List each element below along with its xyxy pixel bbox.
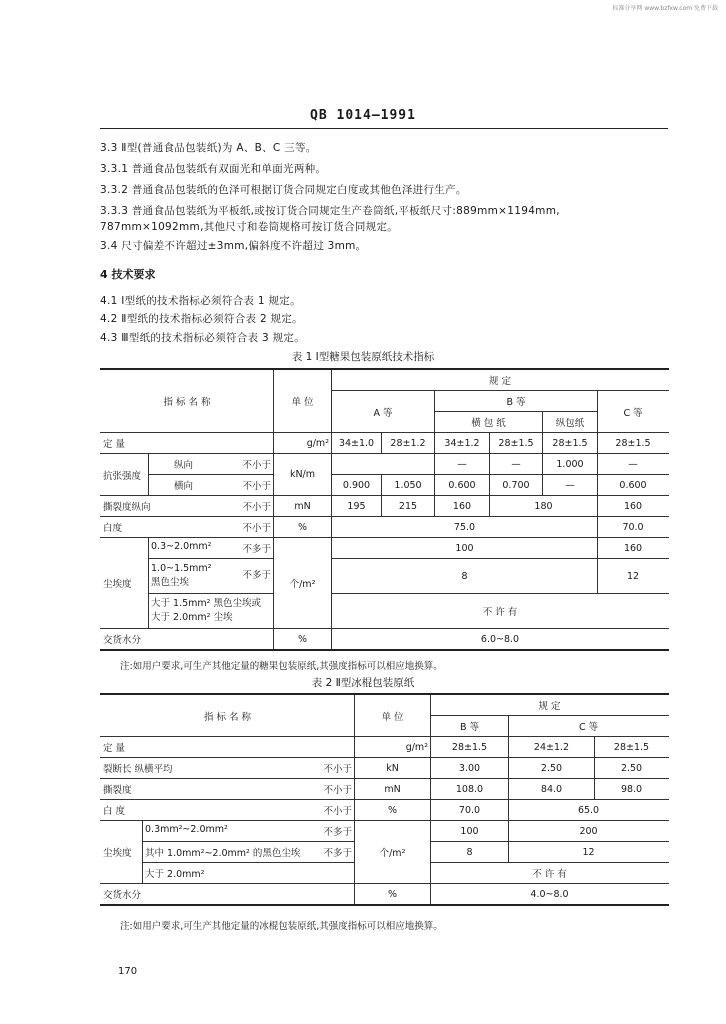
t1-h-zong: 纵包纸 [543,412,598,433]
para-3-3: 3.3 Ⅱ型(普通食品包装纸)为 A、B、C 三等。 [100,142,317,154]
t2-cell: 200 [509,821,669,842]
t1-cell: 1.000 [543,454,598,475]
t1-cell: — [598,454,669,475]
t2-breaking-label: 裂断长 纵横平均 [103,764,173,775]
t1-cell: 180 [490,496,598,517]
t1-cell: 8 [332,559,598,594]
t1-tensile-label: 抗张强度 [101,454,149,496]
t2-cell: 8 [431,842,509,863]
t2-dirt-label: 尘埃度 [101,821,143,884]
t1-h-grade-b: B 等 [435,391,598,412]
t2-h-index-name: 指 标 名 称 [101,694,355,737]
t1-cell: 0.900 [332,475,382,496]
watermark: 标准分享网 www.bzfxw.com 免费下载 [612,5,718,12]
table1-note: 注:如用户要求,可生产其他定量的糖果包装原纸,其强度指标可以相应地换算。 [120,661,443,672]
t1-cell: 28±1.5 [490,433,543,454]
t2-brightness-label: 白 度 [103,806,126,817]
t2-cell: 2.50 [595,758,669,779]
t2-breaking-cond: 不小于 [323,764,352,775]
t2-brightness-row [101,800,355,821]
t1-basis-weight-label: 定 量 [101,433,274,454]
t2-dirt-r2-label: 其中 1.0mm²~2.0mm² 的黑色尘埃 [145,848,301,859]
t1-cell: 75.0 [332,517,598,538]
t1-cell: 1.050 [382,475,435,496]
t1-cell: 34±1.0 [332,433,382,454]
t1-cell: 0.700 [490,475,543,496]
t2-breaking-unit: kN [355,758,431,779]
t2-cell: 28±1.5 [595,737,669,758]
header-rule [100,128,668,129]
t1-dirt-r3 [149,594,274,629]
t1-dirt-r2-cond: 不多于 [242,570,271,581]
t1-tear-row [101,496,274,517]
t2-tear-cond: 不小于 [323,785,352,796]
t1-cell: — [543,475,598,496]
para-4-3: 4.3 Ⅲ型纸的技术指标必须符合表 3 规定。 [100,332,306,344]
t2-cell: 12 [509,842,669,863]
t1-cell: 0.600 [435,475,490,496]
t1-h-grade-a: A 等 [332,391,435,433]
t2-dirt-r1-cond: 不多于 [323,827,352,838]
t1-dirt-r2-label2: 黑色尘埃 [151,577,190,588]
t2-cell: 不 许 有 [431,863,669,884]
para-4-2: 4.2 Ⅱ型纸的技术指标必须符合表 2 规定。 [100,313,303,325]
t1-moisture-label: 交货水分 [101,629,274,651]
t1-cell: 70.0 [598,517,669,538]
t1-tensile-md [149,454,274,475]
t1-tensile-md-cond: 不小于 [242,460,271,471]
t2-dirt-r2-cond: 不多于 [323,848,352,859]
t1-dirt-r3-label1: 大于 1.5mm² 黑色尘埃或 [151,598,261,609]
t1-dirt-r1-cond: 不多于 [242,544,271,555]
t2-basis-weight-unit: g/m² [355,737,431,758]
table2-note: 注:如用户要求,可生产其他定量的冰棍包装原纸,其强度指标可以相应地换算。 [120,921,443,932]
table2-caption: 表 2 Ⅱ型冰棍包装原纸 [311,677,415,689]
para-4-1: 4.1 Ⅰ型纸的技术指标必须符合表 1 规定。 [100,295,301,307]
t2-dirt-unit: 个/m² [355,821,431,884]
t2-cell: 4.0~8.0 [431,884,669,906]
t1-tensile-cd-cond: 不小于 [242,481,271,492]
t1-brightness-cond: 不小于 [242,523,271,534]
t1-cell: 不 许 有 [332,594,669,629]
t2-cell: 24±1.2 [509,737,595,758]
t1-cell: 28±1.5 [598,433,669,454]
t2-cell: 2.50 [509,758,595,779]
t2-cell: 65.0 [509,800,669,821]
t2-cell: 98.0 [595,779,669,800]
t1-cell: 0.600 [598,475,669,496]
t1-brightness-label: 白度 [103,523,123,534]
t1-tensile-cd [149,475,274,496]
t1-h-spec: 规 定 [332,369,669,391]
t1-dirt-r2-label1: 1.0~1.5mm² [151,563,212,574]
t2-dirt-r1 [143,821,355,842]
t1-brightness-unit: % [274,517,332,538]
t1-cell-empty [332,454,435,475]
t1-h-index-name: 指 标 名 称 [101,369,274,433]
t1-cell: 100 [332,538,598,559]
t1-cell: 12 [598,559,669,594]
t2-moisture-label: 交货水分 [101,884,355,906]
t2-cell: 70.0 [431,800,509,821]
t1-tensile-cd-label: 横向 [174,481,194,492]
t2-breaking-row [101,758,355,779]
t2-brightness-unit: % [355,800,431,821]
t2-h-grade-c: C 等 [509,716,669,737]
t2-cell: 3.00 [431,758,509,779]
t2-tear-row [101,779,355,800]
t2-h-grade-b: B 等 [431,716,509,737]
t1-tensile-unit: kN/m [274,454,332,496]
t1-cell: 28±1.5 [543,433,598,454]
t1-h-grade-c: C 等 [598,391,669,433]
t1-brightness-row [101,517,274,538]
table2 [100,693,669,906]
t1-cell: 28±1.2 [382,433,435,454]
t2-cell: 100 [431,821,509,842]
table1-caption: 表 1 Ⅰ型糖果包装原纸技术指标 [291,351,435,363]
t1-moisture-unit: % [274,629,332,651]
t2-moisture-unit: % [355,884,431,906]
t2-cell: 84.0 [509,779,595,800]
t1-h-heng: 横 包 纸 [435,412,543,433]
page-number: 170 [118,966,138,977]
t1-tensile-md-label: 纵向 [174,460,194,471]
para-3-3-3-cont: 787mm×1092mm,其他尺寸和卷筒规格可按订货合同规定。 [100,221,399,233]
t2-brightness-cond: 不小于 [323,806,352,817]
para-3-4: 3.4 尺寸偏差不许超过±3mm,偏斜度不许超过 3mm。 [100,240,367,252]
t2-cell: 28±1.5 [431,737,509,758]
t1-cell: 160 [598,496,669,517]
t2-dirt-r2 [143,842,355,863]
para-3-3-1: 3.3.1 普通食品包装纸有双面光和单面光两种。 [100,163,327,175]
t1-cell: — [490,454,543,475]
t1-cell: — [435,454,490,475]
t2-cell: 108.0 [431,779,509,800]
t1-tear-unit: mN [274,496,332,517]
t1-cell: 160 [598,538,669,559]
t1-cell: 215 [382,496,435,517]
para-3-3-3: 3.3.3 普通食品包装纸为平板纸,或按订货合同规定生产卷筒纸,平板纸尺寸:889mm×1194mm, [100,205,560,217]
table1 [100,368,669,651]
t1-cell: 195 [332,496,382,517]
t2-tear-label: 撕裂度 [103,785,132,796]
t1-tear-cond: 不小于 [242,502,271,513]
para-3-3-2: 3.3.2 普通食品包装纸的色泽可根据订货合同规定白度或其他色泽进行生产。 [100,184,467,196]
t1-cell: 34±1.2 [435,433,490,454]
t1-dirt-r1-label: 0.3~2.0mm² [151,541,212,552]
t1-h-unit: 单 位 [274,369,332,433]
t1-basis-weight-unit: g/m² [274,433,332,454]
section-4-title: 4 技术要求 [100,268,156,281]
t1-dirt-unit: 个/m² [274,538,332,629]
t1-tear-label: 撕裂度纵向 [103,502,151,513]
t1-cell: 160 [435,496,490,517]
t1-cell: 6.0~8.0 [332,629,669,651]
t1-dirt-r1 [149,538,274,559]
t1-dirt-r2 [149,559,274,594]
t2-tear-unit: mN [355,779,431,800]
t1-dirt-r3-label2: 大于 2.0mm² 尘埃 [151,612,233,623]
t1-dirt-label: 尘埃度 [101,538,149,629]
t2-basis-weight-label: 定 量 [101,737,355,758]
t2-h-spec: 规 定 [431,694,669,716]
t2-dirt-r3-label: 大于 2.0mm² [143,863,355,884]
standard-number: QB 1014—1991 [310,108,416,123]
t2-h-unit: 单 位 [355,694,431,737]
t2-dirt-r1-label: 0.3mm²~2.0mm² [145,824,228,835]
